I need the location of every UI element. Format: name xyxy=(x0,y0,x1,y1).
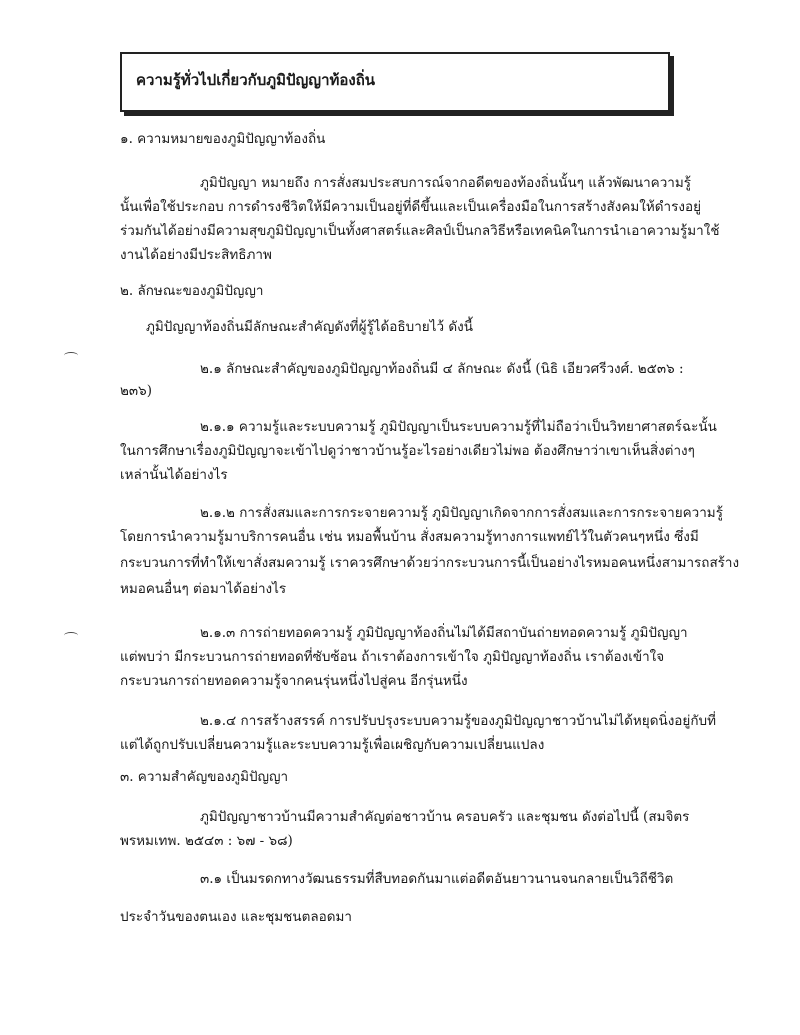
paragraph-line: ๒.๑ ลักษณะสำคัญของภูมิปัญญาท้องถิ่นมี ๔ ลักษณะ ดังนี้ (นิธิ เอียวศรีวงศ์. ๒๕๓๖ : xyxy=(200,361,684,377)
page-title: ความรู้ทั่วไปเกี่ยวกับภูมิปัญญาท้องถิ่น xyxy=(136,71,376,89)
section-3-heading: ๓. ความสำคัญของภูมิปัญญา xyxy=(120,769,289,785)
paragraph-line: ในการศึกษาเรื่องภูมิปัญญาจะเข้าไปดูว่าชาวบ้านรู้อะไรอย่างเดียวไม่พอ ต้องศึกษาว่าเขาเห็นสิ่งต่างๆ xyxy=(120,443,695,459)
paragraph-line: งานได้อย่างมีประสิทธิภาพ xyxy=(120,247,272,263)
paragraph-line: ๒.๑.๔ การสร้างสรรค์ การปรับปรุงระบบความรู้ของภูมิปัญญาชาวบ้านไม่ได้หยุดนิ่งอยู่กับที่ xyxy=(200,713,716,729)
paragraph-line: กระบวนการถ่ายทอดความรู้จากคนรุ่นหนึ่งไปสู่คน อีกรุ่นหนึ่ง xyxy=(120,673,468,689)
paragraph-line: ประจำวันของตนเอง และชุมชนตลอดมา xyxy=(120,909,352,925)
paragraph-line: นั้นเพื่อใช้ประกอบ การดำรงชีวิตให้มีความเป็นอยู่ที่ดีขึ้นและเป็นเครื่องมือในการสร้างสังคมให้ดำรงอยู่ xyxy=(120,199,701,215)
punch-hole-mark xyxy=(64,632,78,639)
paragraph-line: พรหมเทพ. ๒๕๔๓ : ๖๗ - ๖๘) xyxy=(120,833,293,849)
paragraph-line: ร่วมกันได้อย่างมีความสุขภูมิปัญญาเป็นทั้งศาสตร์และศิลป์เป็นกลวิธีหรือเทคนิคในการนำเอาความรู้มาใช้ xyxy=(120,223,720,239)
paragraph-line: แต่พบว่า มีกระบวนการถ่ายทอดที่ซับซ้อน ถ้าเราต้องการเข้าใจ ภูมิปัญญาท้องถิ่น เราต้องเข้าใจ xyxy=(120,649,665,665)
paragraph-line: โดยการนำความรู้มาบริการคนอื่น เช่น หมอพื้นบ้าน สั่งสมความรู้ทางการแพทย์ไว้ในตัวคนๆหนึ่ง ซึ่งมี xyxy=(120,529,699,545)
paragraph-line: ๒.๑.๒ การสั่งสมและการกระจายความรู้ ภูมิปัญญาเกิดจากการสั่งสมและการกระจายความรู้ xyxy=(200,505,723,521)
paragraph-line: ๒.๑.๓ การถ่ายทอดความรู้ ภูมิปัญญาท้องถิ่นไม่ได้มีสถาบันถ่ายทอดความรู้ ภูมิปัญญา xyxy=(200,625,688,641)
section-1-heading: ๑. ความหมายของภูมิปัญญาท้องถิ่น xyxy=(120,131,326,147)
paragraph-line: ๒๓๖) xyxy=(120,383,152,399)
paragraph-line: เหล่านั้นได้อย่างไร xyxy=(120,467,228,483)
paragraph-line: แต่ได้ถูกปรับเปลี่ยนความรู้และระบบความรู้เพื่อเผชิญกับความเปลี่ยนแปลง xyxy=(120,737,545,753)
paragraph-line: ภูมิปัญญาชาวบ้านมีความสำคัญต่อชาวบ้าน ครอบครัว และชุมชน ดังต่อไปนี้ (สมจิตร xyxy=(200,809,690,825)
section-2-heading: ๒. ลักษณะของภูมิปัญญา xyxy=(120,283,264,299)
paragraph-line: หมอคนอื่นๆ ต่อมาได้อย่างไร xyxy=(120,581,287,597)
paragraph-line: กระบวนการที่ทำให้เขาสั่งสมความรู้ เราควรศึกษาด้วยว่ากระบวนการนี้เป็นอย่างไรหมอคนหนึ่งสามารถสร้าง xyxy=(120,555,740,571)
title-box xyxy=(120,52,670,112)
punch-hole-mark xyxy=(64,352,78,359)
paragraph-line: ภูมิปัญญา หมายถึง การสั่งสมประสบการณ์จากอดีตของท้องถิ่นนั้นๆ แล้วพัฒนาความรู้ xyxy=(200,175,692,191)
paragraph-line: ๓.๑ เป็นมรดกทางวัฒนธรรมที่สืบทอดกันมาแต่อดีตอันยาวนานจนกลายเป็นวิถีชีวิต xyxy=(200,871,674,887)
paragraph-line: ๒.๑.๑ ความรู้และระบบความรู้ ภูมิปัญญาเป็นระบบความรู้ที่ไม่ถือว่าเป็นวิทยาศาสตร์ฉะนั้น xyxy=(200,419,717,435)
section-2-intro: ภูมิปัญญาท้องถิ่นมีลักษณะสำคัญดังที่ผู้รู้ได้อธิบายไว้ ดังนี้ xyxy=(146,319,473,335)
